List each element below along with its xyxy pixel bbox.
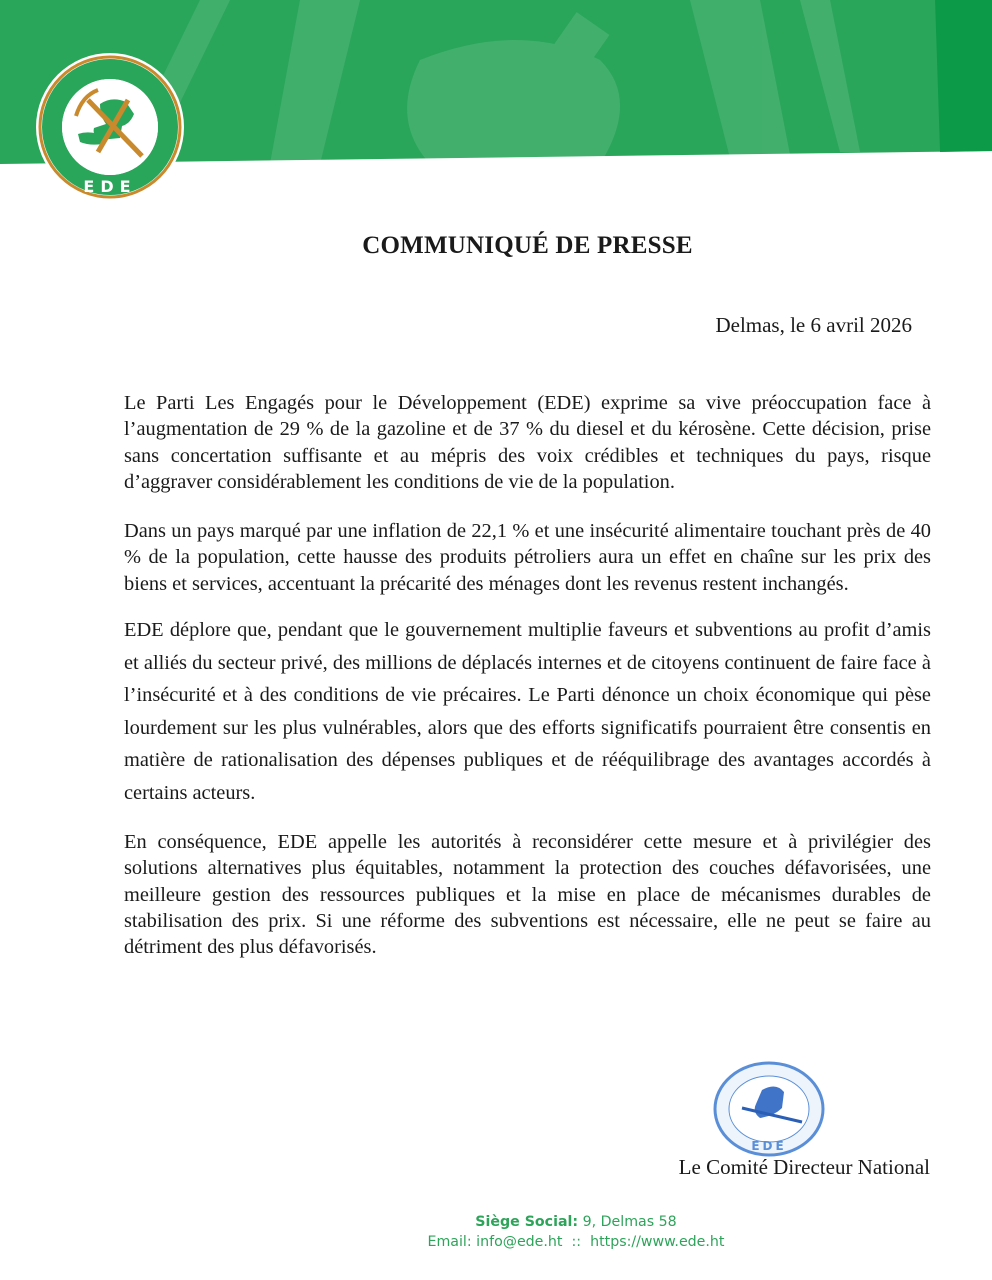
address-value: 9, Delmas 58 <box>582 1214 677 1230</box>
paragraph: Dans un pays marqué par une inflation de 22,1 % et une insécurité alimentaire touchant près de 40 % de la population, cette hausse des produits pétroliers aura un effet en chaîne sur les prix des biens et services, accentuant la précarité des ménages dont les revenus restent inchangés. <box>124 520 931 595</box>
party-logo <box>30 52 190 202</box>
date-line: Delmas, le 6 avril 2026 <box>715 313 912 337</box>
page-title: COMMUNIQUÉ DE PRESSE <box>362 232 693 259</box>
footer-address <box>0 1212 992 1232</box>
ede-emblem-icon <box>30 52 190 202</box>
paragraph: EDE déplore que, pendant que le gouvernement multiplie faveurs et subventions au profit d’amis et alliés du secteur privé, des millions de déplacés internes et de citoyens continuent de faire face à l’insécurité et à des conditions de vie précaires. Le Parti dénonce un choix économique qui pèse lourdement sur les plus vulnérables, alors que des efforts significatifs pourraient être consentis en matière de rationalisation des dépenses publiques et de rééquilibrage des avantages accordés à certains acteurs. <box>124 619 931 804</box>
signature-line: Le Comité Directeur National <box>678 1155 930 1179</box>
paragraph: Le Parti Les Engagés pour le Développement (EDE) exprime sa vive préoccupation face à l’augmentation de 29 % de la gazoline et de 37 % du diesel et du kérosène. Cette décision, prise sans concertation suffisante et au mépris des voix crédibles et techniques du pays, risque d’aggraver considérablement les conditions de vie de la population. <box>124 392 931 493</box>
svg-text:EDE: EDE <box>751 1139 787 1153</box>
address-label: Siège Social: <box>475 1214 579 1230</box>
logo-acronym: EDE <box>83 177 137 196</box>
stamp-emblem-icon <box>712 1060 826 1158</box>
paragraph: En conséquence, EDE appelle les autorités à reconsidérer cette mesure et à privilégier des solutions alternatives plus équitables, notamment la protection des couches défavorisées, une meilleure gestion des ressources publiques et la mise en place de mécanismes durables de stabilisation des prix. Si une réforme des subventions est nécessaire, elle ne peut se faire au détriment des plus défavorisés. <box>124 831 931 959</box>
party-stamp <box>712 1060 826 1158</box>
footer <box>0 1212 992 1252</box>
press-release-body <box>124 390 931 984</box>
footer-contact: Email: info@ede.ht :: https://www.ede.ht <box>427 1234 725 1250</box>
